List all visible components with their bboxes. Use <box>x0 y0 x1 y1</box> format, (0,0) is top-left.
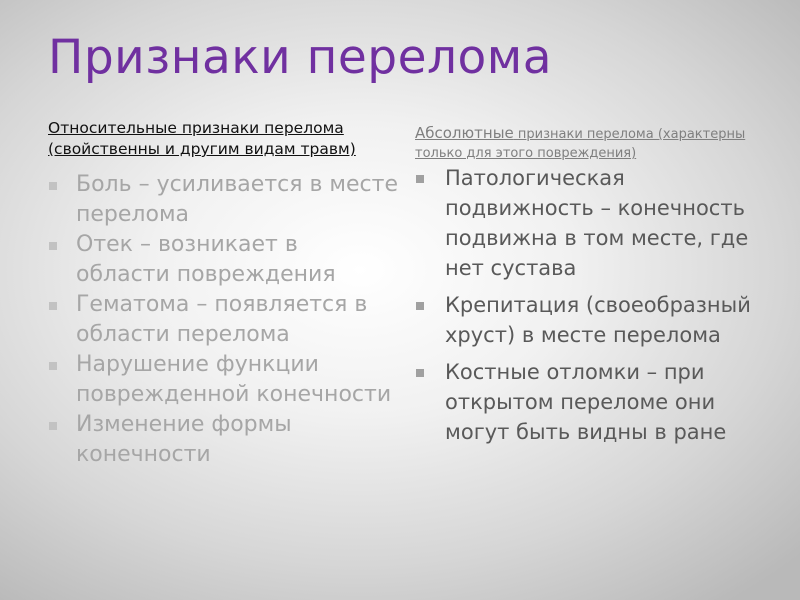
list-item <box>48 170 398 230</box>
absolute-signs-heading-lead: Абсолютные <box>415 124 514 142</box>
relative-signs-list <box>48 170 398 470</box>
square-bullet-icon <box>49 182 57 190</box>
absolute-signs-list <box>415 163 775 447</box>
list-item <box>48 410 398 470</box>
absolute-signs-heading <box>415 124 775 163</box>
list-item-text: Отек – возникает в области повреждения <box>76 232 336 287</box>
relative-signs-column <box>48 118 398 470</box>
list-item <box>48 290 398 350</box>
square-bullet-icon <box>49 242 57 250</box>
list-item-text: Боль – усиливается в месте перелома <box>76 172 398 227</box>
slide-title: Признаки перелома <box>48 30 553 85</box>
square-bullet-icon <box>416 302 424 310</box>
absolute-signs-column <box>415 124 775 454</box>
list-item-text: Изменение формы конечности <box>76 412 292 467</box>
square-bullet-icon <box>416 175 424 183</box>
list-item-text: Костные отломки – при открытом переломе они могут быть видны в ране <box>445 360 727 444</box>
list-item-text: Нарушение функции поврежденной конечности <box>76 352 392 407</box>
list-item-text: Патологическая подвижность – конечность подвижна в том месте, где нет сустава <box>445 166 749 280</box>
relative-signs-heading: Относительные признаки перелома (свойственны и другим видам травм) <box>48 119 356 158</box>
list-item <box>415 357 775 447</box>
square-bullet-icon <box>416 369 424 377</box>
absolute-signs-heading-rest: признаки перелома (характерны только для этого повреждения) <box>415 127 746 161</box>
list-item <box>48 230 398 290</box>
square-bullet-icon <box>49 362 57 370</box>
list-item <box>48 350 398 410</box>
list-item-text: Крепитация (своеобразный хруст) в месте перелома <box>445 293 751 347</box>
square-bullet-icon <box>49 302 57 310</box>
square-bullet-icon <box>49 422 57 430</box>
list-item <box>415 290 775 350</box>
list-item-text: Гематома – появляется в области перелома <box>76 292 368 347</box>
list-item <box>415 163 775 283</box>
